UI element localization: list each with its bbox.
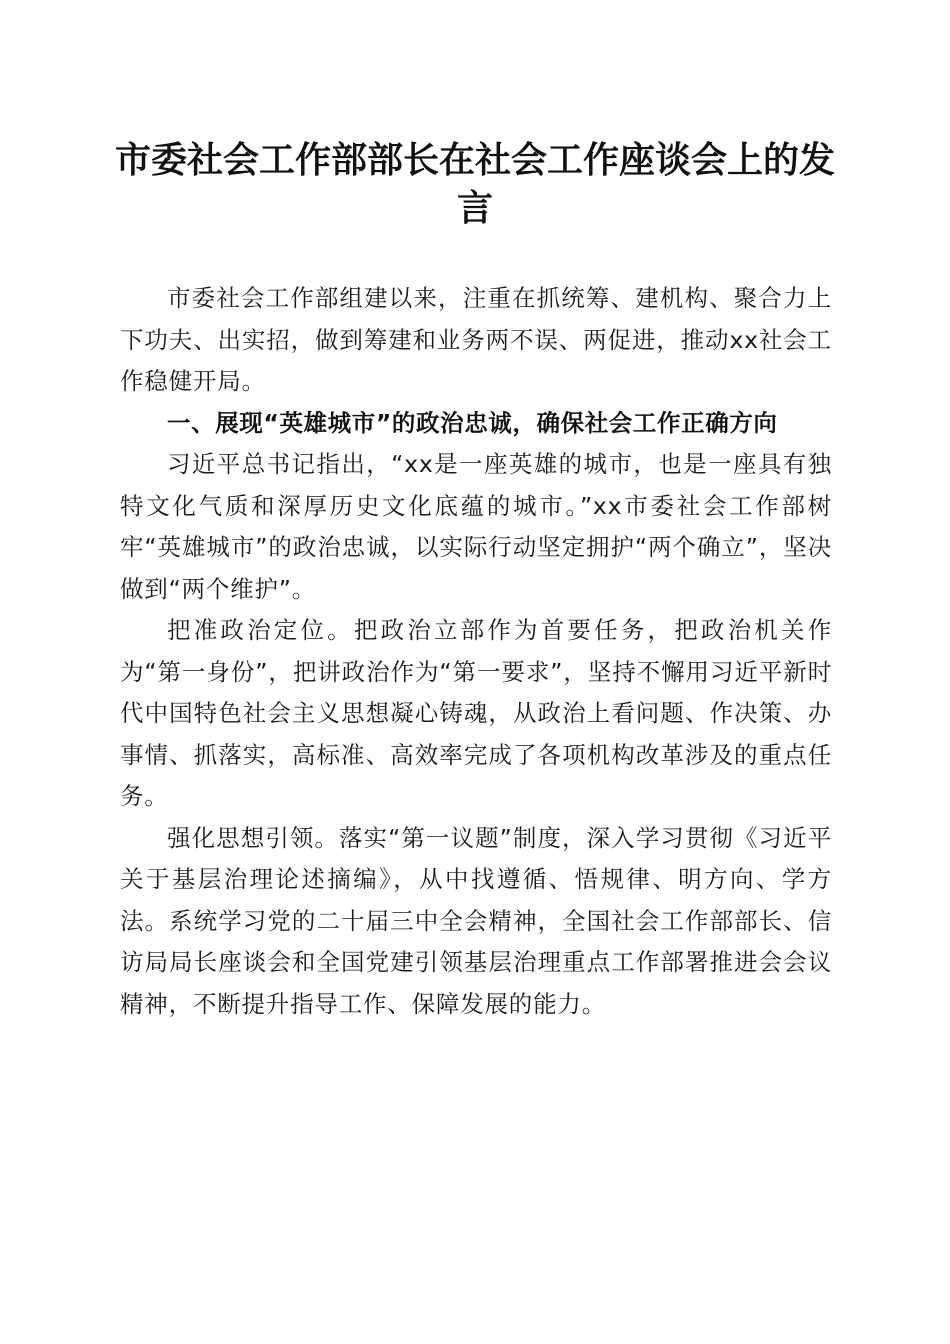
document-title: 市委社会工作部部长在社会工作座谈会上的发言 xyxy=(114,139,835,229)
intro-paragraph: 市委社会工作部组建以来，注重在抓统筹、建机构、聚合力上下功夫、出实招，做到筹建和业务两不误、两促进，推动xx社会工作稳健开局。 xyxy=(120,284,832,395)
body-paragraph: 把准政治定位。把政治立部作为首要任务，把政治机关作为“第一身份”，把讲政治作为“第一要求”，坚持不懈用习近平新时代中国特色社会主义思想凝心铸魂，从政治上看问题、作决策、办事情、抓落实，高标准、高效率完成了各项机构改革涉及的重点任务。 xyxy=(120,616,832,810)
document-body xyxy=(120,278,832,1025)
body-paragraph: 习近平总书记指出，“xx是一座英雄的城市，也是一座具有独特文化气质和深厚历史文化底蕴的城市。”xx市委社会工作部树牢“英雄城市”的政治忠诚，以实际行动坚定拥护“两个确立”，坚决做到“两个维护”。 xyxy=(120,450,832,603)
section-heading-1: 一、展现“英雄城市”的政治忠诚，确保社会工作正确方向 xyxy=(167,408,778,437)
body-paragraph: 强化思想引领。落实“第一议题”制度，深入学习贯彻《习近平关于基层治理论述摘编》，从中找遵循、悟规律、明方向、学方法。系统学习党的二十届三中全会精神，全国社会工作部部长、信访局局长座谈会和全国党建引领基层治理重点工作部署推进会会议精神，不断提升指导工作、保障发展的能力。 xyxy=(120,823,832,1018)
